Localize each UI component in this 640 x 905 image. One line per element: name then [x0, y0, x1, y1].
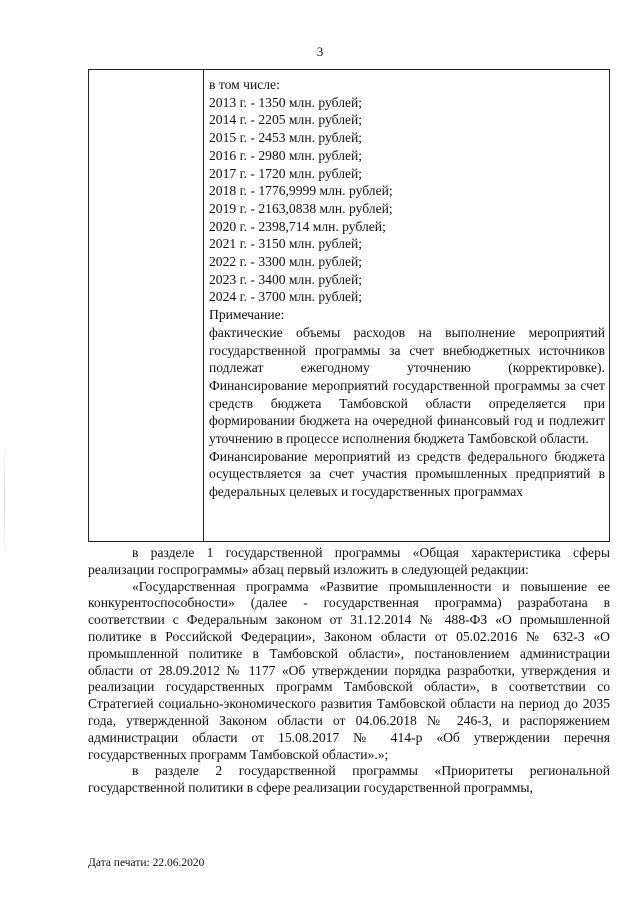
table-line-2023: 2023 г. - 3400 млн. рублей;: [209, 271, 363, 287]
document-body: [88, 545, 610, 797]
table-note-federal-budget: Финансирование мероприятий из средств федерального бюджета осуществляется за счет участия промышленных предприятий в федеральных целевых и государственных программах: [209, 448, 605, 500]
table-line-2024: 2024 г. - 3700 млн. рублей;: [209, 289, 363, 305]
table-line-including: в том числе:: [209, 77, 280, 92]
table-line-2013: 2013 г. - 1350 млн. рублей;: [209, 94, 363, 110]
table-line-2016: 2016 г. - 2980 млн. рублей;: [209, 147, 363, 163]
body-paragraph-section-2: в разделе 2 государственной программы «Приоритеты региональной государственной политики в сфере реализации государственной программы,: [88, 763, 610, 796]
table-line-2017: 2017 г. - 1720 млн. рублей;: [209, 165, 363, 181]
table-line-note-heading: Примечание:: [209, 307, 285, 323]
table-line-2019: 2019 г. - 2163,0838 млн. рублей;: [209, 200, 393, 216]
body-paragraph-program-definition: «Государственная программа «Развитие промышленности и повышение ее конкурентоспособности» (далее - государственная программа) разработана в соответствии с Федеральным законом от 31.12.2014 № 488-ФЗ «О промышленной политике в Российской Федерации», Законом области от 05.02.2016 № 632-З «О промышленной политике в Тамбовской области», постановлением администрации области от 28.09.2012 № 1177 «Об утверждении порядка разработки, утверждения и реализации государственных программ Тамбовской области», в соответствии со Стратегией социально-экономического развития Тамбовской области на период до 2035 года, утвержденной Законом области от 04.06.2018 № 246-З, и распоряжением администрации области от 15.08.2017 № 414-р «Об утверждении перечня государственных программ Тамбовской области».»;: [88, 578, 610, 762]
financing-table: [88, 69, 610, 542]
table-line-2022: 2022 г. - 3300 млн. рублей;: [209, 254, 363, 270]
scan-edge-mark: [4, 440, 5, 560]
print-date-footer: Дата печати: 22.06.2020: [88, 857, 205, 869]
financing-cell: [209, 76, 605, 501]
table-line-2014: 2014 г. - 2205 млн. рублей;: [209, 112, 363, 128]
table-note-regional-budget: Финансирование мероприятий государственной программы за счет средств бюджета Тамбовской области определяется при формировании бюджета на очередной финансовый год и подлежит уточнению в процессе исполнения бюджета Тамбовской области.: [209, 377, 605, 447]
table-line-2018: 2018 г. - 1776,9999 млн. рублей;: [209, 183, 393, 199]
page-number: 3: [316, 44, 324, 59]
table-line-2015: 2015 г. - 2453 млн. рублей;: [209, 130, 363, 146]
table-line-2020: 2020 г. - 2398,714 млн. рублей;: [209, 218, 386, 234]
table-column-divider: [203, 70, 204, 541]
table-line-2021: 2021 г. - 3150 млн. рублей;: [209, 236, 363, 252]
body-paragraph-section-1: в разделе 1 государственной программы «Общая характеристика сферы реализации госпрограммы» абзац первый изложить в следующей редакции:: [88, 545, 610, 577]
table-note-extrabudgetary: фактические объемы расходов на выполнение мероприятий государственной программы за счет внебюджетных источников подлежат ежегодному уточнению (корректировке).: [209, 324, 605, 376]
